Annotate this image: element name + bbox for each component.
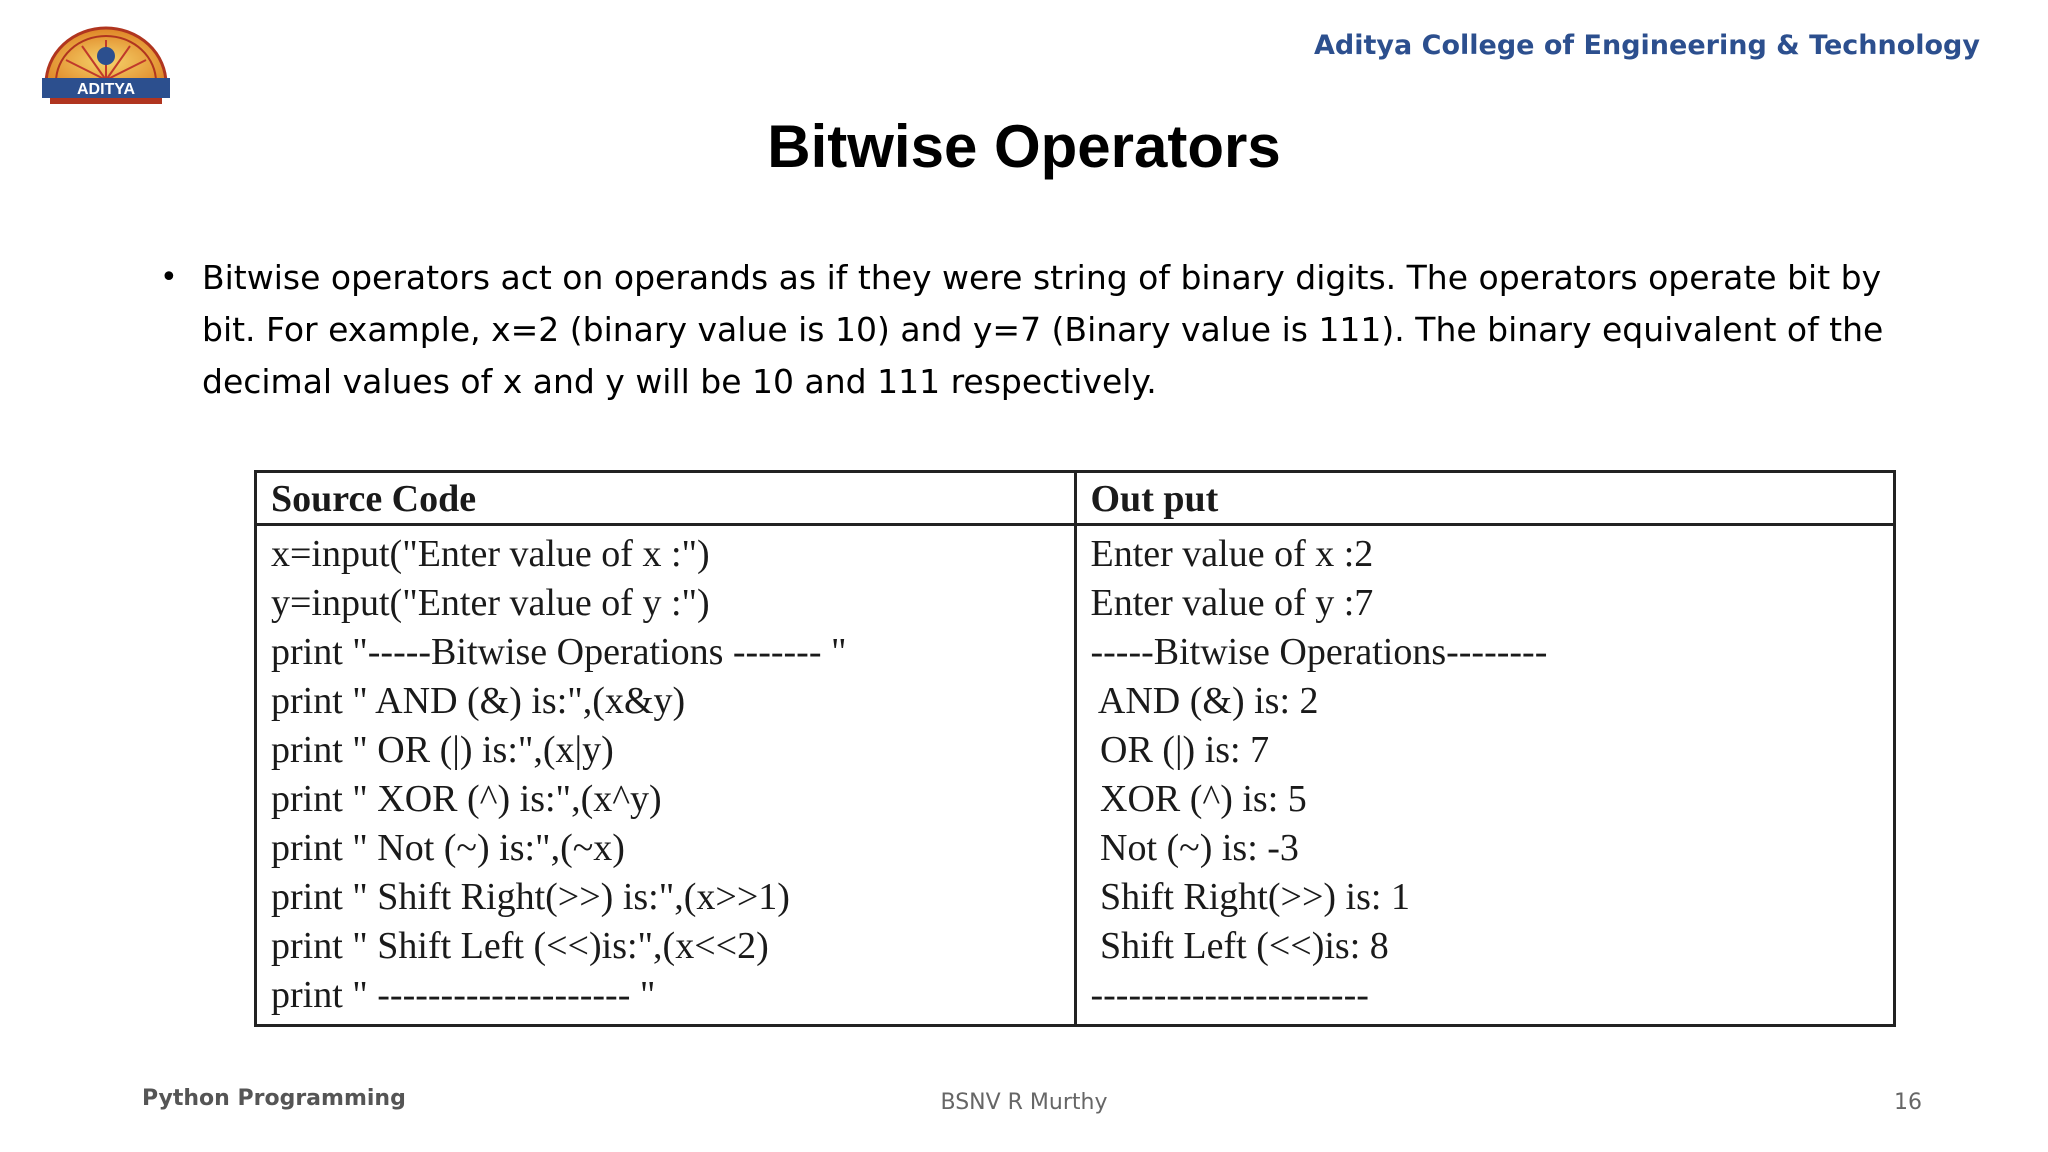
output-line: ---------------------- xyxy=(1090,974,1369,1016)
source-line: print " Shift Right(>>) is:",(x>>1) xyxy=(271,876,790,918)
source-line: print " Shift Left (<<)is:",(x<<2) xyxy=(271,925,769,967)
footer-author: BSNV R Murthy xyxy=(940,1090,1108,1115)
output-line: Enter value of y :7 xyxy=(1090,582,1374,624)
output-line: OR (|) is: 7 xyxy=(1090,729,1270,771)
page-number: 16 xyxy=(1894,1090,1922,1115)
source-line: print " OR (|) is:",(x|y) xyxy=(271,729,614,771)
source-line: x=input("Enter value of x :") xyxy=(271,533,710,575)
output-cell xyxy=(1075,525,1895,1026)
table-body-row xyxy=(256,525,1895,1026)
code-table xyxy=(254,470,1896,1027)
source-line: print " -------------------- " xyxy=(271,974,656,1016)
aditya-logo xyxy=(38,22,174,106)
table-header-row xyxy=(256,472,1895,525)
slide-title: Bitwise Operators xyxy=(767,113,1281,180)
output-line: Shift Left (<<)is: 8 xyxy=(1090,925,1389,967)
code-table-wrapper xyxy=(254,470,1896,1024)
header-source-code: Source Code xyxy=(256,472,1076,525)
bullet-text: Bitwise operators act on operands as if they were string of binary digits. The operators operate bit by bit. For example, x=2 (binary value is 10) and y=7 (Binary value is 111). The binary equivalent of the decimal values of x and y will be 10 and 111 respectively. xyxy=(202,258,1884,401)
source-line: print " XOR (^) is:",(x^y) xyxy=(271,778,662,820)
header-output: Out put xyxy=(1075,472,1895,525)
output-line: Enter value of x :2 xyxy=(1090,533,1374,575)
bullet-paragraph xyxy=(160,252,1930,408)
source-line: print "-----Bitwise Operations ------- " xyxy=(271,631,847,673)
source-line: y=input("Enter value of y :") xyxy=(271,582,710,624)
output-line: AND (&) is: 2 xyxy=(1090,680,1319,722)
footer-course-name: Python Programming xyxy=(142,1086,406,1111)
output-line: -----Bitwise Operations-------- xyxy=(1090,631,1548,673)
source-code-cell xyxy=(256,525,1076,1026)
output-line: XOR (^) is: 5 xyxy=(1090,778,1307,820)
source-line: print " Not (~) is:",(~x) xyxy=(271,827,625,869)
output-line: Not (~) is: -3 xyxy=(1090,827,1299,869)
output-line: Shift Right(>>) is: 1 xyxy=(1090,876,1410,918)
source-line: print " AND (&) is:",(x&y) xyxy=(271,680,686,722)
bullet-dot: • xyxy=(160,260,178,295)
college-name: Aditya College of Engineering & Technology xyxy=(1314,30,1980,61)
logo-text: ADITYA xyxy=(76,81,136,98)
